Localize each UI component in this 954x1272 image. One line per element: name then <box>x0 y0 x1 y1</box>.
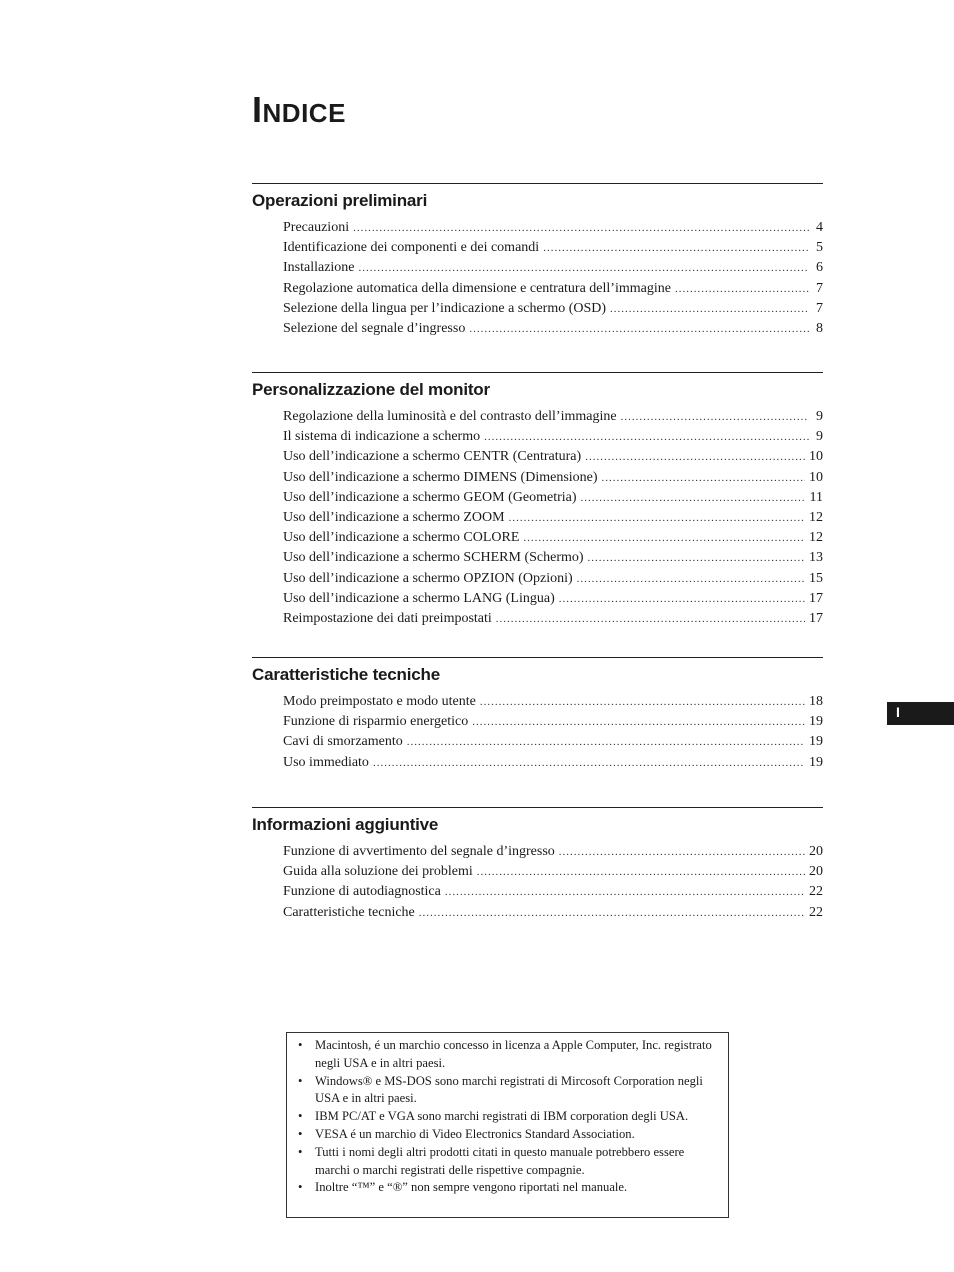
leader-dots <box>559 590 805 609</box>
toc-entry-title: Uso dell’indicazione a schermo DIMENS (Dimensione) <box>283 469 598 485</box>
toc-entry[interactable] <box>283 319 823 339</box>
toc-entry-page: 7 <box>816 300 823 316</box>
toc-entry[interactable] <box>283 279 823 299</box>
section-heading: Informazioni aggiuntive <box>252 815 439 834</box>
leader-dots <box>509 509 805 528</box>
toc-list <box>252 407 823 629</box>
leader-dots <box>577 570 805 589</box>
section-heading: Personalizzazione del monitor <box>252 380 490 399</box>
toc-entry-page: 12 <box>809 510 823 526</box>
leader-dots <box>353 219 809 238</box>
toc-entry-title: Selezione del segnale d’ingresso <box>283 321 466 337</box>
toc-entry-page: 5 <box>816 240 823 256</box>
toc-entry-page: 22 <box>809 904 823 920</box>
toc-entry[interactable] <box>283 528 823 548</box>
toc-entry-title: Uso dell’indicazione a schermo SCHERM (Schermo) <box>283 550 584 566</box>
toc-entry[interactable] <box>283 862 823 882</box>
section-heading: Operazioni preliminari <box>252 191 428 210</box>
toc-entry-page: 19 <box>809 754 823 770</box>
toc-entry-title: Guida alla soluzione dei problemi <box>283 864 473 880</box>
toc-entry[interactable] <box>283 508 823 528</box>
toc-entry-page: 12 <box>809 530 823 546</box>
toc-entry-title: Uso dell’indicazione a schermo LANG (Lingua) <box>283 590 555 606</box>
leader-dots <box>419 904 805 923</box>
leader-dots <box>484 428 809 447</box>
toc-entry-title: Selezione della lingua per l’indicazione a schermo (OSD) <box>283 300 607 316</box>
toc-entry[interactable] <box>283 447 823 467</box>
trademark-item: • Tutti i nomi degli altri prodotti citati in questo manuale potrebbero essere marchi o marchi registrati delle rispettive compagnie. <box>295 1144 720 1180</box>
toc-entry[interactable] <box>283 753 823 773</box>
leader-dots <box>480 693 805 712</box>
toc-entry-page: 7 <box>816 280 823 296</box>
section-operazioni-preliminari <box>252 183 823 339</box>
toc-entry-page: 9 <box>816 429 823 445</box>
section-informazioni-aggiuntive <box>252 807 823 923</box>
toc-entry-title: Funzione di avvertimento del segnale d’ingresso <box>283 844 555 859</box>
toc-entry-title: Uso dell’indicazione a schermo GEOM (Geometria) <box>283 489 577 505</box>
toc-entry-title: Precauzioni <box>283 220 350 235</box>
toc-entry[interactable] <box>283 903 823 923</box>
trademark-item: • Windows® e MS-DOS sono marchi registrati di Mircosoft Corporation negli USA e in altri paesi. <box>295 1073 720 1109</box>
toc-entry-page: 6 <box>816 260 823 276</box>
toc-entry[interactable] <box>283 692 823 712</box>
toc-entry-page: 17 <box>809 611 823 627</box>
trademark-item: • IBM PC/AT e VGA sono marchi registrati di IBM corporation degli USA. <box>295 1108 720 1126</box>
leader-dots <box>581 489 806 508</box>
section-heading: Caratteristiche tecniche <box>252 665 440 684</box>
toc-entry-title: Uso dell’indicazione a schermo COLORE <box>283 530 520 546</box>
toc-entry-page: 11 <box>809 489 823 505</box>
toc-entry-title: Regolazione della luminosità e del contrasto dell’immagine <box>283 409 617 424</box>
toc-entry[interactable] <box>283 842 823 862</box>
toc-entry[interactable] <box>283 548 823 568</box>
language-tab-label: I <box>896 704 900 720</box>
leader-dots <box>373 754 805 773</box>
toc-entry-page: 9 <box>816 409 823 424</box>
toc-entry-title: Cavi di smorzamento <box>283 734 403 750</box>
title-initial: I <box>252 89 263 130</box>
toc-entry-page: 20 <box>809 864 823 880</box>
toc-entry[interactable] <box>283 468 823 488</box>
toc-entry-title: Uso dell’indicazione a schermo OPZION (Opzioni) <box>283 570 573 586</box>
toc-entry-page: 10 <box>809 469 823 485</box>
toc-entry-page: 19 <box>809 714 823 730</box>
toc-entry-title: Uso dell’indicazione a schermo ZOOM <box>283 510 505 526</box>
toc-entry-title: Funzione di risparmio energetico <box>283 714 469 730</box>
toc-entry[interactable] <box>283 732 823 752</box>
toc-entry-title: Uso dell’indicazione a schermo CENTR (Centratura) <box>283 449 582 465</box>
leader-dots <box>675 280 809 299</box>
toc-entry-title: Caratteristiche tecniche <box>283 904 415 920</box>
toc-entry[interactable] <box>283 712 823 732</box>
leader-dots <box>407 733 805 752</box>
toc-entry-title: Uso immediato <box>283 754 369 770</box>
leader-dots <box>543 239 809 258</box>
leader-dots <box>610 300 809 319</box>
toc-entry-page: 18 <box>809 694 823 709</box>
trademark-list <box>295 1037 720 1197</box>
leader-dots <box>445 883 805 902</box>
toc-entry[interactable] <box>283 218 823 238</box>
toc-entry[interactable] <box>283 488 823 508</box>
toc-entry[interactable] <box>283 609 823 629</box>
leader-dots <box>523 529 805 548</box>
page-title <box>252 89 346 130</box>
trademark-item: • VESA é un marchio di Video Electronics Standard Association. <box>295 1126 720 1144</box>
toc-entry-title: Reimpostazione dei dati preimpostati <box>283 611 492 627</box>
section-caratteristiche-tecniche <box>252 657 823 773</box>
toc-list <box>252 692 823 773</box>
toc-list <box>252 842 823 923</box>
toc-entry-page: 8 <box>816 321 823 337</box>
leader-dots <box>621 408 809 427</box>
section-personalizzazione-monitor <box>252 372 823 629</box>
title-rest: NDICE <box>262 98 346 128</box>
toc-entry-title: Installazione <box>283 260 355 276</box>
toc-entry-page: 13 <box>809 550 823 566</box>
toc-entry[interactable] <box>283 238 823 258</box>
leader-dots <box>585 448 805 467</box>
toc-entry-page: 4 <box>816 220 823 235</box>
toc-entry[interactable] <box>283 407 823 427</box>
trademark-item: • Macintosh, é un marchio concesso in licenza a Apple Computer, Inc. registrato negli USA e in altri paesi. <box>295 1037 720 1073</box>
leader-dots <box>472 713 805 732</box>
toc-entry-title: Funzione di autodiagnostica <box>283 884 441 900</box>
toc-entry-page: 10 <box>809 449 823 465</box>
toc-entry-page: 15 <box>809 570 823 586</box>
toc-entry-page: 20 <box>809 844 823 859</box>
leader-dots <box>588 549 805 568</box>
leader-dots <box>602 469 805 488</box>
leader-dots <box>469 320 809 339</box>
toc-entry-title: Il sistema di indicazione a schermo <box>283 429 481 445</box>
leader-dots <box>477 863 805 882</box>
toc-entry[interactable] <box>283 427 823 447</box>
toc-entry[interactable] <box>283 569 823 589</box>
toc-entry-title: Regolazione automatica della dimensione e centratura dell’immagine <box>283 280 671 296</box>
toc-entry-title: Identificazione dei componenti e dei comandi <box>283 240 540 256</box>
toc-entry-page: 19 <box>809 734 823 750</box>
leader-dots <box>496 610 805 629</box>
toc-entry[interactable] <box>283 882 823 902</box>
toc-entry[interactable] <box>283 299 823 319</box>
toc-list <box>252 218 823 339</box>
leader-dots <box>359 259 809 278</box>
trademark-item: • Inoltre “™” e “®” non sempre vengono riportati nel manuale. <box>295 1179 720 1197</box>
leader-dots <box>559 843 805 862</box>
toc-entry-page: 22 <box>809 884 823 900</box>
toc-entry-page: 17 <box>809 590 823 606</box>
toc-entry[interactable] <box>283 258 823 278</box>
language-tab <box>887 702 954 725</box>
toc-entry-title: Modo preimpostato e modo utente <box>283 694 476 709</box>
trademark-notice-box <box>286 1032 729 1218</box>
toc-entry[interactable] <box>283 589 823 609</box>
